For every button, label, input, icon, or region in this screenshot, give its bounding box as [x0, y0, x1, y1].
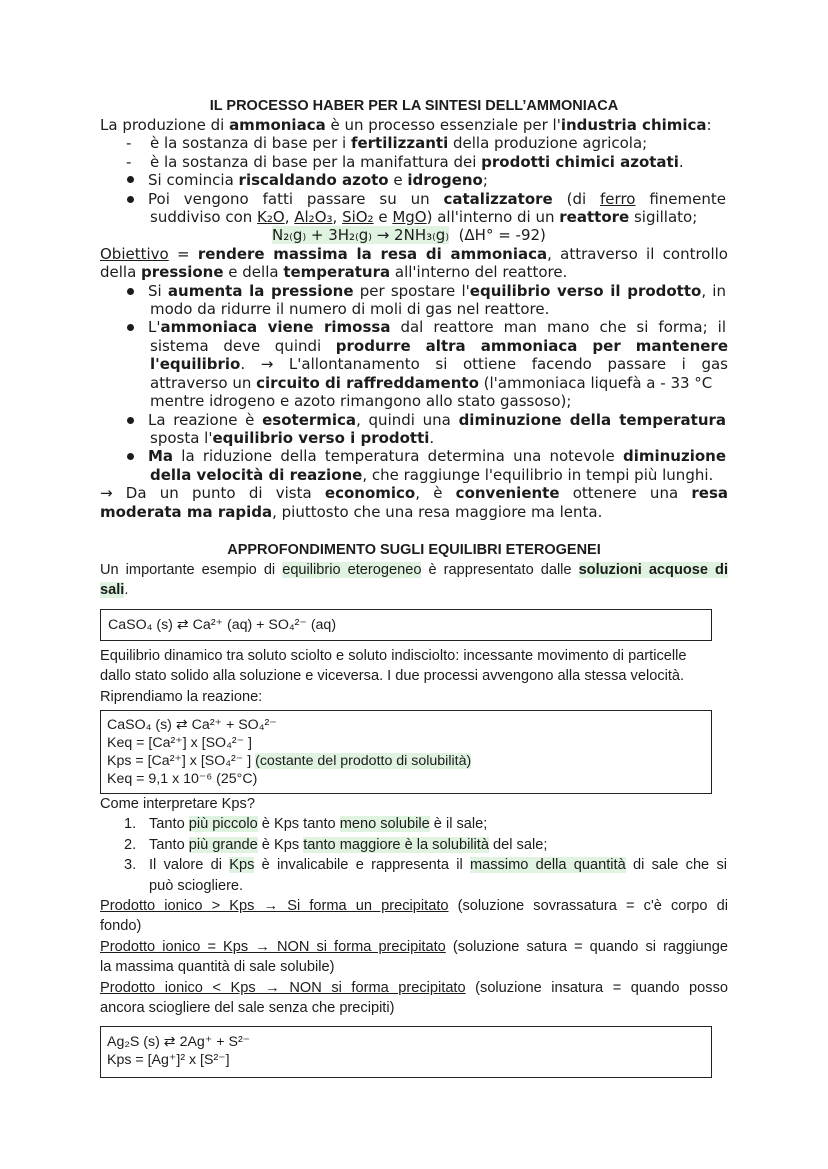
text: e [388, 171, 408, 190]
text: ancora sciogliere del sale senza che precipiti) [100, 1000, 395, 1017]
text: moderata ma rapida [100, 502, 273, 521]
text: (soluzione satura = quando si raggiunge [445, 938, 728, 955]
objective-line-2 [100, 263, 728, 281]
text: , piuttosto che una resa maggiore ma lenta. [272, 502, 603, 521]
bullet-icon [127, 324, 134, 331]
text: Ag₂S (s) ⇄ 2Ag⁺ + S²⁻ [107, 1034, 251, 1051]
text: può sciogliere. [149, 877, 244, 894]
text: 2. [124, 836, 137, 853]
text: Equilibrio dinamico tra soluto sciolto e soluto indisciolto: incessante movimento di particelle [100, 647, 687, 664]
document-page [100, 97, 728, 1078]
bullet-removal-line-2 [150, 337, 728, 355]
section1-title: IL PROCESSO HABER PER LA SINTESI DELL’AMMONIACA [209, 98, 619, 114]
bullet-item-2 [100, 190, 728, 208]
bullet-rate [100, 447, 728, 465]
text: (soluzione insatura = quando posso [465, 979, 728, 996]
text: più grande [188, 836, 258, 853]
text: aumenta la pressione [167, 281, 354, 300]
text: , è [415, 484, 456, 503]
text: . [429, 428, 435, 447]
section2-title: APPROFONDIMENTO SUGLI EQUILIBRI ETEROGENEI [227, 541, 601, 558]
section2-intro-line-2 [100, 580, 728, 600]
text: catalizzatore [443, 189, 553, 208]
text: e della [223, 263, 284, 282]
bullet-icon [127, 453, 134, 460]
text: SiO₂ [342, 208, 374, 227]
bullet-rate-line-2 [100, 466, 728, 484]
text: temperatura [283, 263, 391, 282]
text: l'equilibrio [150, 355, 241, 374]
equation-line [100, 226, 728, 244]
enthalpy: (ΔH° = -92) [458, 226, 546, 245]
text: , in [701, 281, 726, 300]
text: mentre idrogeno e azoto rimangono allo stato gassoso); [150, 392, 572, 411]
text: Al₂O₃ [294, 208, 333, 227]
text: ammoniaca viene rimossa [160, 318, 391, 337]
text: del sale; [488, 836, 548, 853]
text: , [332, 208, 343, 227]
numbered-item-2 [100, 835, 728, 855]
text: La produzione di [100, 116, 230, 134]
text: ; [482, 171, 488, 190]
text: K₂O [257, 208, 285, 227]
bullet-exothermic-line-2 [100, 429, 728, 447]
text: , [284, 208, 295, 227]
reaction-box-2 [100, 710, 712, 794]
rule-2 [100, 937, 728, 957]
text: più piccolo [188, 816, 258, 833]
dash-item-1: - è la sostanza di base per i fertilizzanti della produzione agricola; [126, 134, 648, 153]
text: Si [148, 281, 168, 300]
objective-line-1 [100, 245, 728, 263]
text: 3. [124, 857, 137, 874]
text: è rappresentato dalle [421, 561, 579, 578]
text: riscaldando azoto [238, 171, 389, 190]
text: . → L'allontanamento si ottiene facendo passare i gas [240, 355, 728, 374]
intro-line [100, 116, 728, 134]
bullet-icon [127, 176, 134, 183]
equation: N₂₍g₎ + 3H₂₍g₎ → 2NH₃₍g₎ [272, 226, 450, 245]
text: : [706, 116, 712, 134]
text: ) all'interno di un [426, 208, 560, 227]
text: equilibrio verso i prodotti [212, 428, 430, 447]
text: diminuzione della temperatura [458, 410, 727, 429]
text: (costante del prodotto di solubilità) [255, 752, 472, 769]
box2-line-3 [107, 752, 705, 770]
text: sigillato; [629, 208, 698, 227]
text: fondo) [100, 918, 142, 935]
numbered-item-1 [100, 814, 728, 834]
text: sposta l' [150, 428, 213, 447]
text: fertilizzanti [350, 134, 449, 153]
text: diminuzione [622, 447, 726, 466]
text: Kps = [Ag⁺]² x [S²⁻] [107, 1052, 230, 1069]
text: ferro [600, 189, 636, 208]
text: Tanto [149, 816, 189, 833]
text: L' [148, 318, 161, 337]
text: soluzioni acquose di [578, 561, 729, 578]
text: ottenere una [559, 484, 692, 503]
text: Ma [148, 447, 174, 466]
text: 1. [124, 816, 137, 833]
rule-1 [100, 896, 728, 916]
text: all'interno del reattore. [390, 263, 568, 282]
text: Come interpretare Kps? [100, 795, 255, 812]
bullet-removal-line-4 [100, 374, 728, 392]
text: produrre altra ammoniaca per mantenere [335, 336, 728, 355]
text: sali [100, 582, 125, 599]
text: tanto maggiore è la solubilità [303, 836, 489, 853]
text: prodotti chimici azotati [481, 152, 679, 171]
text: è la sostanza di base per la manifattura dei [150, 152, 482, 171]
text: attraverso un [150, 373, 257, 392]
text: equilibrio eterogeneo [282, 561, 422, 578]
text: della [100, 263, 142, 282]
text: equilibrio verso il prodotto [469, 281, 702, 300]
text: della produzione agricola; [448, 134, 648, 153]
text: , che raggiunge l'equilibrio in tempi più lunghi. [362, 465, 714, 484]
conclusion-line-2 [100, 503, 728, 521]
bullet-item-1 [100, 171, 728, 189]
text: dal reattore man mano che si forma; il [390, 318, 726, 337]
text: la massima quantità di sale solubile) [100, 959, 335, 976]
bullet-exothermic [100, 411, 728, 429]
text: economico [324, 484, 416, 503]
bullet-removal-line-3 [150, 355, 728, 373]
text: Prodotto ionico = Kps → NON si forma precipitato [100, 938, 446, 955]
section2-intro-line-1 [100, 560, 728, 580]
text: massimo della quantità [470, 857, 626, 874]
text: (soluzione sovrassatura = c'è corpo di [448, 898, 728, 914]
text: . [678, 152, 684, 171]
text: conveniente [455, 484, 560, 503]
text: Keq = [Ca²⁺] x [SO₄²⁻ ] [107, 734, 252, 751]
text: Obiettivo [100, 244, 169, 263]
text: idrogeno [407, 171, 483, 190]
text: dallo stato solido alla soluzione e viceversa. I due processi avvengono alla stessa velocità. [100, 668, 685, 685]
text: modo da ridurre il numero di moli di gas nel reattore. [150, 300, 550, 319]
text: Il valore di [149, 857, 230, 874]
dash-item-2: - è la sostanza di base per la manifattura dei prodotti chimici azotati. [126, 152, 684, 171]
text: è un processo essenziale per l' [325, 116, 561, 134]
bullet-icon [127, 288, 134, 295]
text: Poi vengono fatti passare su un [148, 189, 444, 208]
text: Riprendiamo la reazione: [100, 688, 263, 705]
text: è invalicabile e rappresenta il [254, 857, 470, 874]
text: CaSO₄ (s) ⇄ Ca²⁺ + SO₄²⁻ [107, 716, 277, 733]
text: finemente [635, 189, 726, 208]
text: Keq = 9,1 x 10⁻⁶ (25°C) [107, 770, 258, 787]
text: → Da un punto di vista [100, 484, 325, 503]
text: = [168, 244, 198, 263]
text: di sale che si [625, 857, 727, 874]
text: ammoniaca [229, 116, 326, 134]
text: CaSO₄ (s) ⇄ Ca²⁺ (aq) + SO₄²⁻ (aq) [108, 616, 337, 633]
text: Kps [229, 857, 255, 874]
text: sistema deve quindi [150, 336, 336, 355]
text: La reazione è [148, 410, 263, 429]
text: per spostare l' [353, 281, 470, 300]
text: Prodotto ionico < Kps → NON si forma precipitato [100, 979, 466, 996]
bullet-item-2-line-2 [100, 208, 728, 226]
bullet-icon [127, 196, 134, 203]
text: pressione [141, 263, 224, 282]
text: resa [691, 484, 728, 503]
text: e [373, 208, 393, 227]
text: è Kps [257, 836, 304, 853]
text: esotermica [262, 410, 357, 429]
text: la riduzione della temperatura determina una notevole [173, 447, 623, 466]
text: Tanto [149, 836, 189, 853]
bullet-removal [100, 318, 728, 336]
text: Un importante esempio di [100, 561, 283, 578]
conclusion-line-1 [100, 484, 728, 502]
text: è la sostanza di base per i [150, 134, 351, 153]
rule-3 [100, 978, 728, 998]
text: è il sale; [429, 816, 488, 833]
numbered-item-3 [100, 855, 728, 875]
text: Si comincia [148, 171, 239, 190]
text: reattore [559, 208, 630, 227]
reaction-box-3 [100, 1026, 712, 1078]
text: suddiviso con [150, 208, 258, 227]
text: circuito di raffreddamento [256, 373, 479, 392]
bullet-icon [127, 417, 134, 424]
text: industria chimica [560, 116, 707, 134]
text: , quindi una [356, 410, 459, 429]
bullet-pressure [100, 282, 728, 300]
text: è Kps tanto [257, 816, 340, 833]
text: (di [552, 189, 601, 208]
text: rendere massima la resa di ammoniaca [197, 244, 548, 263]
text: Prodotto ionico > Kps → Si forma un precipitato [100, 898, 449, 914]
text: Kps = [Ca²⁺] x [SO₄²⁻ ] [107, 752, 256, 769]
text: meno solubile [339, 816, 430, 833]
text: , attraverso il controllo [547, 244, 728, 263]
text: . [124, 582, 129, 599]
text: MgO [392, 208, 427, 227]
text: (l'ammoniaca liquefà a - 33 °C [478, 373, 713, 392]
reaction-box-1 [100, 609, 712, 641]
text: della velocità di reazione [150, 465, 363, 484]
